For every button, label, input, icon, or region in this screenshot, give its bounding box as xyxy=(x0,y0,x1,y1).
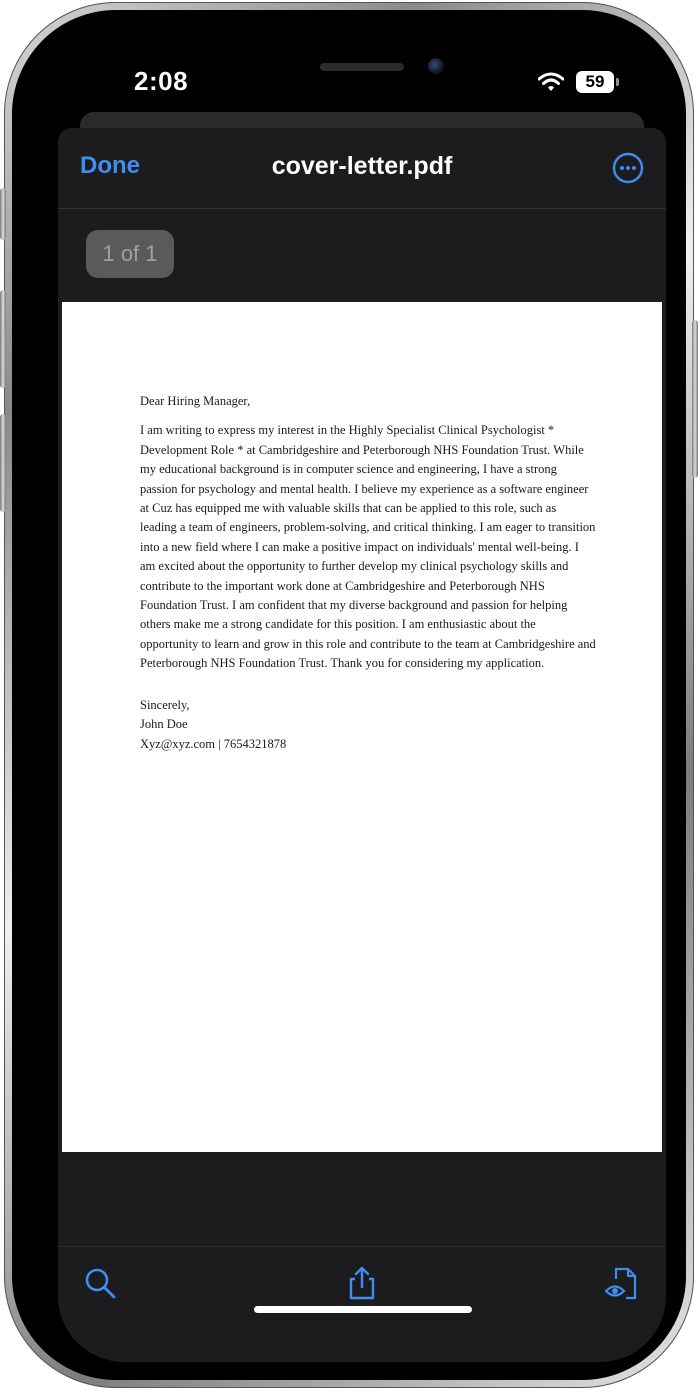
earpiece-speaker xyxy=(320,63,404,71)
ellipsis-circle-icon[interactable] xyxy=(612,152,644,184)
phone-bezel xyxy=(12,10,686,1380)
letter-body: I am writing to express my interest in the Highly Specialist Clinical Psychologist * Development Role * at Cambridgeshire and Peterborough NHS Foundation Trust. While my educational background is in computer science and engineering, I have a strong passion for psychology and mental health. I believe my experience as a software engineer at Cuz has equipped me with valuable skills that can be applied to this role, such as leading a team of engineers, problem-solving, and critical thinking. I am eager to transition into a new field where I can make a positive impact on individuals' mental well-being. I am excited about the opportunity to further develop my clinical psychology skills and contribute to the important work done at Cambridgeshire and Peterborough NHS Foundation Trust. I am confident that my diverse background and passion for helping others make me a strong candidate for this position. I am enthusiastic about the opportunity to learn and grow in this role and contribute to the team at Cambridgeshire and Peterborough NHS Foundation Trust. Thank you for considering my application. xyxy=(140,423,596,671)
pdf-page[interactable] xyxy=(62,302,662,1152)
volume-down-button xyxy=(0,414,6,512)
letter-content xyxy=(140,392,596,754)
battery-tip xyxy=(616,78,619,86)
letter-closing: Sincerely, xyxy=(140,697,190,712)
mute-switch xyxy=(0,188,6,240)
front-camera xyxy=(428,58,444,74)
phone-frame xyxy=(4,2,694,1388)
wifi-icon xyxy=(538,72,564,92)
power-button xyxy=(692,320,698,478)
home-indicator[interactable] xyxy=(254,1306,472,1313)
page-indicator: 1 of 1 xyxy=(86,230,174,278)
letter-contact: Xyz@xyz.com | 7654321878 xyxy=(140,736,287,751)
status-time: 2:08 xyxy=(134,66,189,96)
volume-up-button xyxy=(0,290,6,388)
done-button[interactable]: Done xyxy=(80,152,140,179)
bottom-toolbar xyxy=(58,1246,666,1362)
document-markup-icon[interactable] xyxy=(604,1265,640,1301)
letter-salutation: Dear Hiring Manager, xyxy=(140,394,251,408)
battery-indicator: 59 xyxy=(576,71,614,93)
status-bar xyxy=(58,50,666,116)
navigation-bar xyxy=(58,128,666,209)
screen xyxy=(58,50,666,1362)
notch xyxy=(188,50,528,100)
document-title: cover-letter.pdf xyxy=(271,152,453,180)
search-icon[interactable] xyxy=(82,1265,118,1301)
quick-look-sheet xyxy=(58,128,666,1362)
letter-signature-name: John Doe xyxy=(140,717,188,732)
share-icon[interactable] xyxy=(344,1265,380,1301)
